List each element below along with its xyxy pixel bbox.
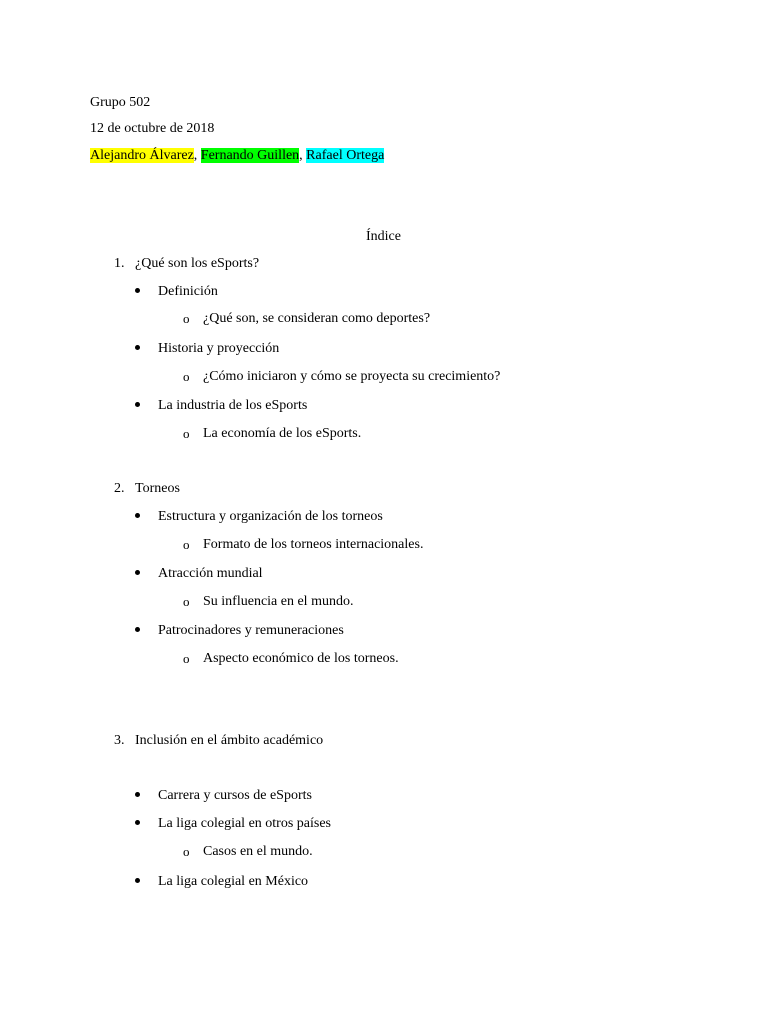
- bullet-marker: [135, 288, 140, 293]
- author-name: Fernando Guillen: [200, 148, 300, 163]
- bullet-marker: [135, 513, 140, 518]
- bullet-marker: [135, 792, 140, 797]
- list-item: Carrera y cursos de eSports: [158, 788, 312, 803]
- sub-marker: o: [183, 844, 190, 859]
- sub-item: ¿Cómo iniciaron y cómo se proyecta su crecimiento?: [203, 369, 501, 384]
- author-name: Alejandro Álvarez: [90, 148, 194, 163]
- date-label: 12 de octubre de 2018: [90, 121, 215, 136]
- bullet-marker: [135, 878, 140, 883]
- list-item: Estructura y organización de los torneos: [158, 509, 383, 524]
- author-name: Rafael Ortega: [306, 148, 385, 163]
- author-separator: ,: [299, 148, 303, 163]
- sub-marker: o: [183, 369, 190, 384]
- list-item: La liga colegial en México: [158, 874, 309, 889]
- sub-marker: o: [183, 311, 190, 326]
- list-item: Historia y proyección: [158, 341, 280, 356]
- list-item: Patrocinadores y remuneraciones: [158, 623, 344, 638]
- sub-marker: o: [183, 651, 190, 666]
- index-title: Índice: [366, 229, 401, 244]
- sub-marker: o: [183, 594, 190, 609]
- section-title: Torneos: [135, 481, 180, 496]
- section-number: 1.: [114, 256, 125, 271]
- list-item: La liga colegial en otros países: [158, 816, 331, 831]
- sub-item: Formato de los torneos internacionales.: [203, 537, 424, 552]
- sub-marker: o: [183, 537, 190, 552]
- authors-line: [90, 147, 384, 164]
- bullet-marker: [135, 345, 140, 350]
- list-item: Atracción mundial: [158, 566, 263, 581]
- bullet-marker: [135, 627, 140, 632]
- sub-item: Casos en el mundo.: [203, 844, 313, 859]
- bullet-marker: [135, 402, 140, 407]
- section-number: 3.: [114, 733, 125, 748]
- author-separator: ,: [193, 148, 198, 163]
- bullet-marker: [135, 570, 140, 575]
- section-number: 2.: [114, 481, 125, 496]
- list-item: Definición: [158, 284, 218, 299]
- sub-item: ¿Qué son, se consideran como deportes?: [203, 311, 431, 326]
- sub-item: La economía de los eSports.: [203, 426, 362, 441]
- sub-marker: o: [183, 426, 190, 441]
- section-title: ¿Qué son los eSports?: [135, 256, 260, 271]
- bullet-marker: [135, 820, 140, 825]
- sub-item: Aspecto económico de los torneos.: [203, 651, 399, 666]
- list-item: La industria de los eSports: [158, 398, 308, 413]
- group-label: Grupo 502: [90, 95, 151, 110]
- section-title: Inclusión en el ámbito académico: [135, 733, 324, 748]
- sub-item: Su influencia en el mundo.: [203, 594, 354, 609]
